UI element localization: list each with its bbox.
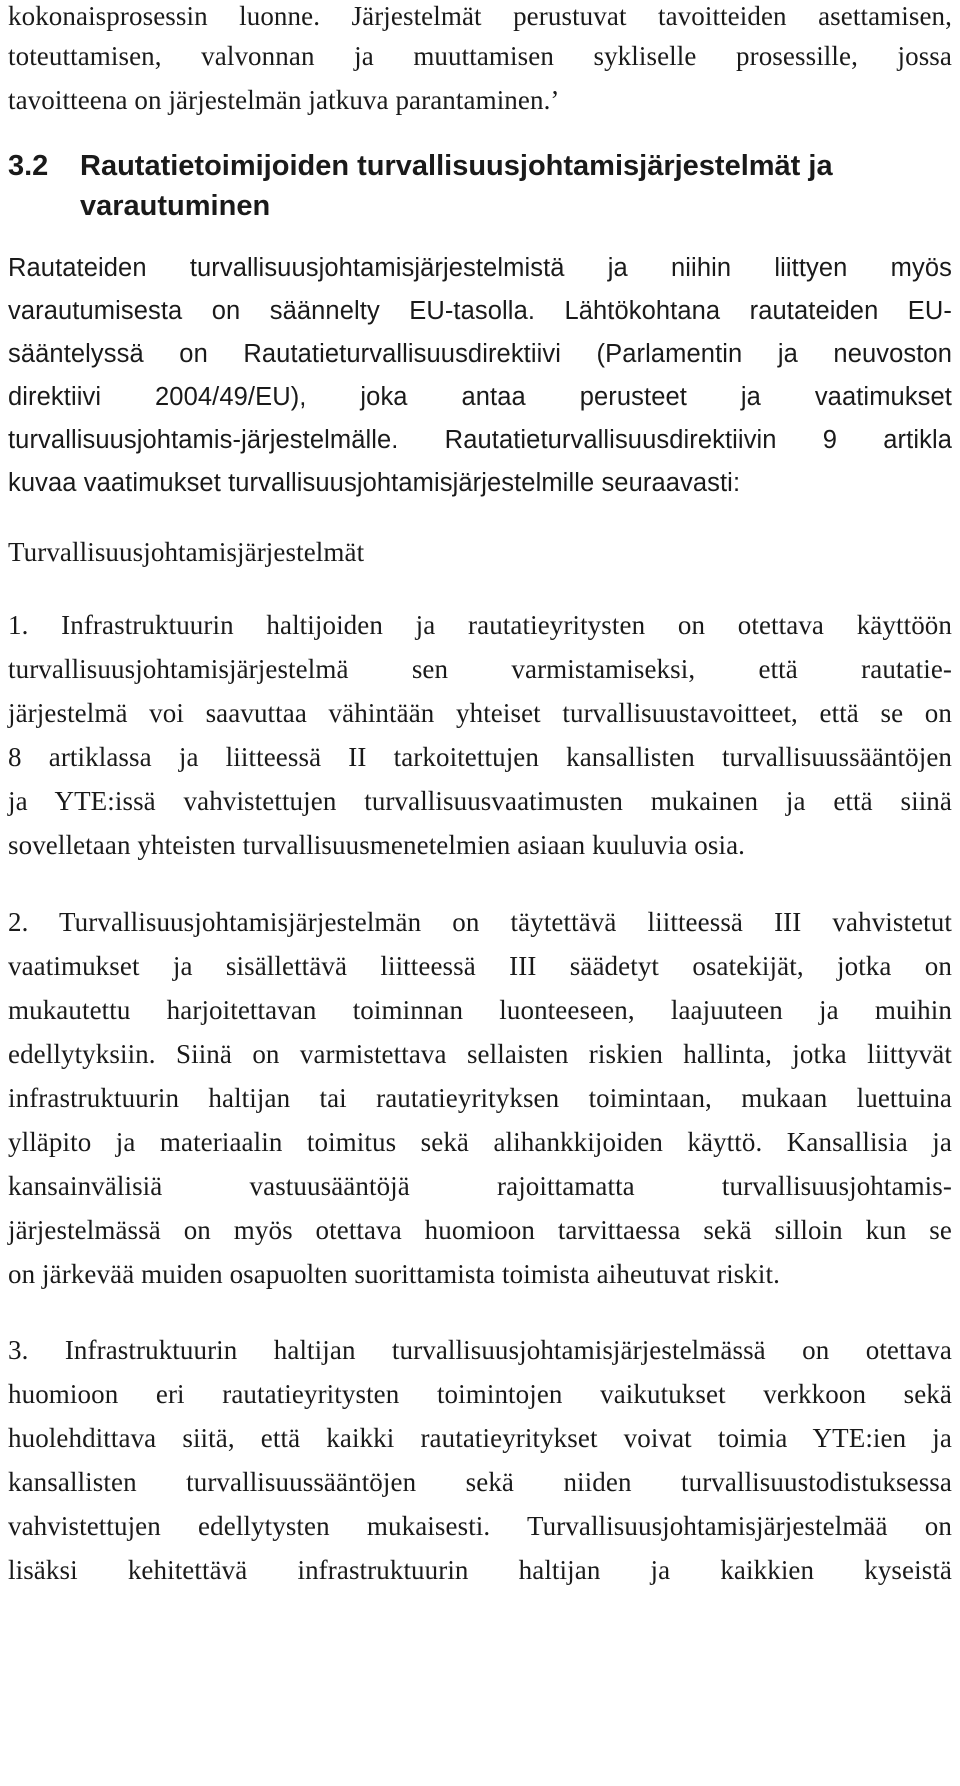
item3-line-1: 3. Infrastruktuurin haltijan turvallisuusjohtamisjärjestelmässä on otettava xyxy=(8,1335,952,1365)
item2-line-1: 2. Turvallisuusjohtamisjärjestelmän on täytettävä liitteessä III vahvistetut xyxy=(8,907,952,937)
section-heading-line-2: varautuminen xyxy=(80,190,271,222)
intro-line-3: tavoitteena on järjestelmän jatkuva parantaminen.’ xyxy=(8,85,560,115)
item3-line-5: vahvistettujen edellytysten mukaisesti. Turvallisuusjohtamisjärjestelmää on xyxy=(8,1511,952,1541)
item1-line-4: 8 artiklassa ja liitteessä II tarkoitettujen kansallisten turvallisuussääntöjen xyxy=(8,742,952,772)
item1-line-1: 1. Infrastruktuurin haltijoiden ja rautatieyritysten on otettava käyttöön xyxy=(8,610,952,640)
item1-line-2: turvallisuusjohtamisjärjestelmä sen varmistamiseksi, että rautatie- xyxy=(8,654,952,684)
para1-line-1: Rautateiden turvallisuusjohtamisjärjestelmistä ja niihin liittyen myös xyxy=(8,254,952,282)
para1-line-6: kuvaa vaatimukset turvallisuusjohtamisjärjestelmille seuraavasti: xyxy=(8,469,741,497)
item2-line-8: järjestelmässä on myös otettava huomioon tarvittaessa sekä silloin kun se xyxy=(8,1215,952,1245)
item1-line-6: sovelletaan yhteisten turvallisuusmenetelmien asiaan kuuluvia osia. xyxy=(8,830,746,860)
intro-line-2: toteuttamisen, valvonnan ja muuttamisen sykliselle prosessille, jossa xyxy=(8,41,952,71)
item2-line-4: edellytyksiin. Siinä on varmistettava sellaisten riskien hallinta, jotka liittyvät xyxy=(8,1039,952,1069)
item1-line-3: järjestelmä voi saavuttaa vähintään yhteiset turvallisuustavoitteet, että se on xyxy=(8,698,952,728)
item2-line-2: vaatimukset ja sisällettävä liitteessä III säädetyt osatekijät, jotka on xyxy=(8,951,952,981)
quote-title: Turvallisuusjohtamisjärjestelmät xyxy=(8,537,365,567)
para1-line-2: varautumisesta on säännelty EU-tasolla. Lähtökohtana rautateiden EU- xyxy=(8,297,952,325)
section-heading-line-1: Rautatietoimijoiden turvallisuusjohtamisjärjestelmät ja xyxy=(80,150,833,182)
para1-line-4: direktiivi 2004/49/EU), joka antaa perusteet ja vaatimukset xyxy=(8,383,952,411)
section-number: 3.2 xyxy=(8,150,49,182)
para1-line-5: turvallisuusjohtamis-järjestelmälle. Rautatieturvallisuusdirektiivin 9 artikla xyxy=(8,426,952,454)
item2-line-3: mukautettu harjoitettavan toiminnan luonteeseen, laajuuteen ja muihin xyxy=(8,995,952,1025)
intro-line-1: kokonaisprosessin luonne. Järjestelmät perustuvat tavoitteiden asettamisen, xyxy=(8,1,952,31)
item3-line-4: kansallisten turvallisuussääntöjen sekä niiden turvallisuustodistuksessa xyxy=(8,1467,952,1497)
item1-line-5: ja YTE:issä vahvistettujen turvallisuusvaatimusten mukainen ja että siinä xyxy=(8,786,952,816)
item3-line-3: huolehdittava siitä, että kaikki rautatieyritykset voivat toimia YTE:ien ja xyxy=(8,1423,952,1453)
item3-line-2: huomioon eri rautatieyritysten toimintojen vaikutukset verkkoon sekä xyxy=(8,1379,952,1409)
para1-line-3: sääntelyssä on Rautatieturvallisuusdirektiivi (Parlamentin ja neuvoston xyxy=(8,340,952,368)
item2-line-5: infrastruktuurin haltijan tai rautatieyrityksen toimintaan, mukaan luettuina xyxy=(8,1083,952,1113)
item3-line-6: lisäksi kehitettävä infrastruktuurin haltijan ja kaikkien kyseistä xyxy=(8,1555,952,1585)
item2-line-9: on järkevää muiden osapuolten suorittamista toimista aiheutuvat riskit. xyxy=(8,1259,780,1289)
item2-line-7: kansainvälisiä vastuusääntöjä rajoittamatta turvallisuusjohtamis- xyxy=(8,1171,952,1201)
item2-line-6: ylläpito ja materiaalin toimitus sekä alihankkijoiden käyttö. Kansallisia ja xyxy=(8,1127,952,1157)
